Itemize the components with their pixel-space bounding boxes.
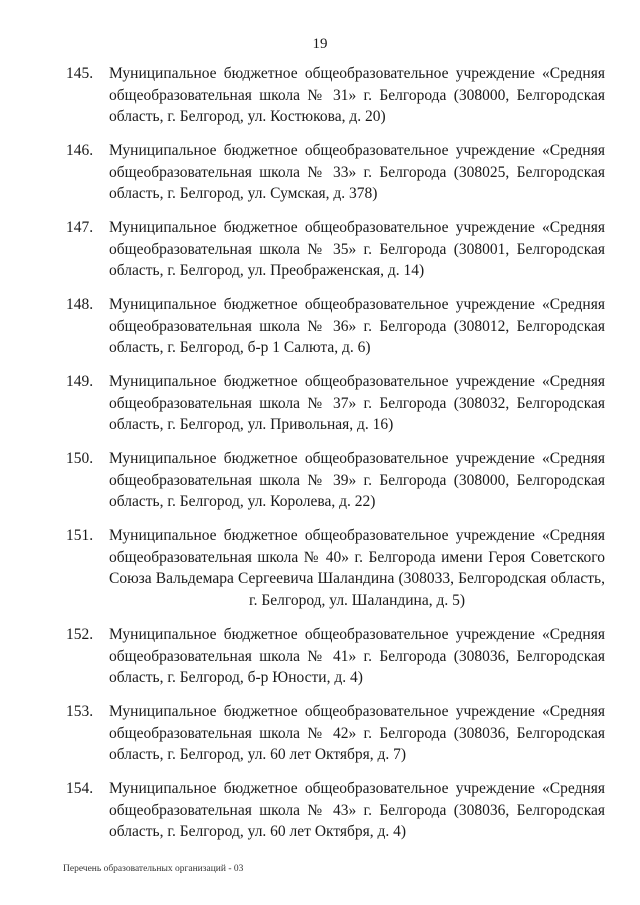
- page-footer: Перечень образовательных организаций - 03: [63, 864, 244, 874]
- text-line: Муниципальное бюджетное общеобразовательное учреждение «Средняя: [109, 527, 605, 544]
- text-line: область, г. Белгород, ул. Преображенская, д. 14): [109, 262, 425, 279]
- item-text: [109, 371, 605, 436]
- item-number: 150.: [66, 450, 94, 467]
- text-line: общеобразовательная школа № 43» г. Белгорода (308036, Белгородская: [109, 801, 605, 819]
- list-item: [0, 371, 640, 433]
- item-number: 152.: [66, 626, 94, 643]
- list-item: [0, 448, 640, 510]
- item-number: 151.: [66, 527, 94, 544]
- item-number: 153.: [66, 703, 94, 720]
- item-number: 149.: [66, 373, 94, 390]
- list-item: [0, 778, 640, 840]
- text-line: область, г. Белгород, ул. Сумская, д. 378): [109, 185, 378, 202]
- item-text: [109, 294, 605, 359]
- item-text: [109, 63, 605, 128]
- text-line: Союза Вальдемара Сергеевича Шаландина (308033, Белгородская область,: [109, 570, 605, 587]
- text-line: общеобразовательная школа № 39» г. Белгорода (308000, Белгородская: [109, 471, 605, 489]
- text-line: Муниципальное бюджетное общеобразовательное учреждение «Средняя: [109, 142, 605, 159]
- text-line: область, г. Белгород, ул. Королева, д. 22): [109, 493, 376, 510]
- item-text: [109, 448, 605, 513]
- text-line: общеобразовательная школа № 37» г. Белгорода (308032, Белгородская: [109, 394, 605, 412]
- text-line: Муниципальное бюджетное общеобразовательное учреждение «Средняя: [109, 219, 605, 236]
- text-line: область, г. Белгород, ул. Привольная, д. 16): [109, 416, 394, 433]
- item-number: 145.: [66, 65, 94, 82]
- text-line: общеобразовательная школа № 42» г. Белгорода (308036, Белгородская: [109, 724, 605, 742]
- text-line: область, г. Белгород, ул. Костюкова, д. 20): [109, 108, 386, 125]
- item-number: 147.: [66, 219, 94, 236]
- page-number: 19: [312, 36, 328, 52]
- text-line: Муниципальное бюджетное общеобразовательное учреждение «Средняя: [109, 65, 605, 82]
- item-number: 154.: [66, 780, 94, 797]
- item-number: 148.: [66, 296, 94, 313]
- list-item: [0, 701, 640, 763]
- text-line: Муниципальное бюджетное общеобразовательное учреждение «Средняя: [109, 703, 605, 720]
- text-line: область, г. Белгород, б-р 1 Салюта, д. 6): [109, 339, 371, 356]
- text-line: область, г. Белгород, ул. 60 лет Октября, д. 4): [109, 823, 407, 840]
- text-line: общеобразовательная школа № 41» г. Белгорода (308036, Белгородская: [109, 647, 605, 665]
- text-line: общеобразовательная школа № 36» г. Белгорода (308012, Белгородская: [109, 317, 605, 335]
- text-line: г. Белгород, ул. Шаландина, д. 5): [248, 591, 466, 609]
- text-line: общеобразовательная школа № 31» г. Белгорода (308000, Белгородская: [109, 86, 605, 104]
- text-line: область, г. Белгород, ул. 60 лет Октября, д. 7): [109, 746, 407, 763]
- item-text: [109, 525, 605, 611]
- item-text: [109, 140, 605, 205]
- list-item: [0, 294, 640, 356]
- text-line: область, г. Белгород, б-р Юности, д. 4): [109, 669, 363, 686]
- list-item: [0, 624, 640, 686]
- item-text: [109, 701, 605, 766]
- list-item: [0, 525, 640, 609]
- text-line: Муниципальное бюджетное общеобразовательное учреждение «Средняя: [109, 450, 605, 467]
- list-item: [0, 217, 640, 279]
- text-line: общеобразовательная школа № 35» г. Белгорода (308001, Белгородская: [109, 240, 605, 258]
- list-item: [0, 63, 640, 125]
- item-number: 146.: [66, 142, 94, 159]
- text-line: Муниципальное бюджетное общеобразовательное учреждение «Средняя: [109, 373, 605, 390]
- item-text: [109, 624, 605, 689]
- text-line: Муниципальное бюджетное общеобразовательное учреждение «Средняя: [109, 780, 605, 797]
- text-line: Муниципальное бюджетное общеобразовательное учреждение «Средняя: [109, 296, 605, 313]
- item-text: [109, 217, 605, 282]
- text-line: Муниципальное бюджетное общеобразовательное учреждение «Средняя: [109, 626, 605, 643]
- list-item: [0, 140, 640, 202]
- item-text: [109, 778, 605, 843]
- text-line: общеобразовательная школа № 33» г. Белгорода (308025, Белгородская: [109, 163, 605, 181]
- entry-list: [0, 63, 640, 855]
- text-line: общеобразовательная школа № 40» г. Белгорода имени Героя Советского: [109, 548, 605, 566]
